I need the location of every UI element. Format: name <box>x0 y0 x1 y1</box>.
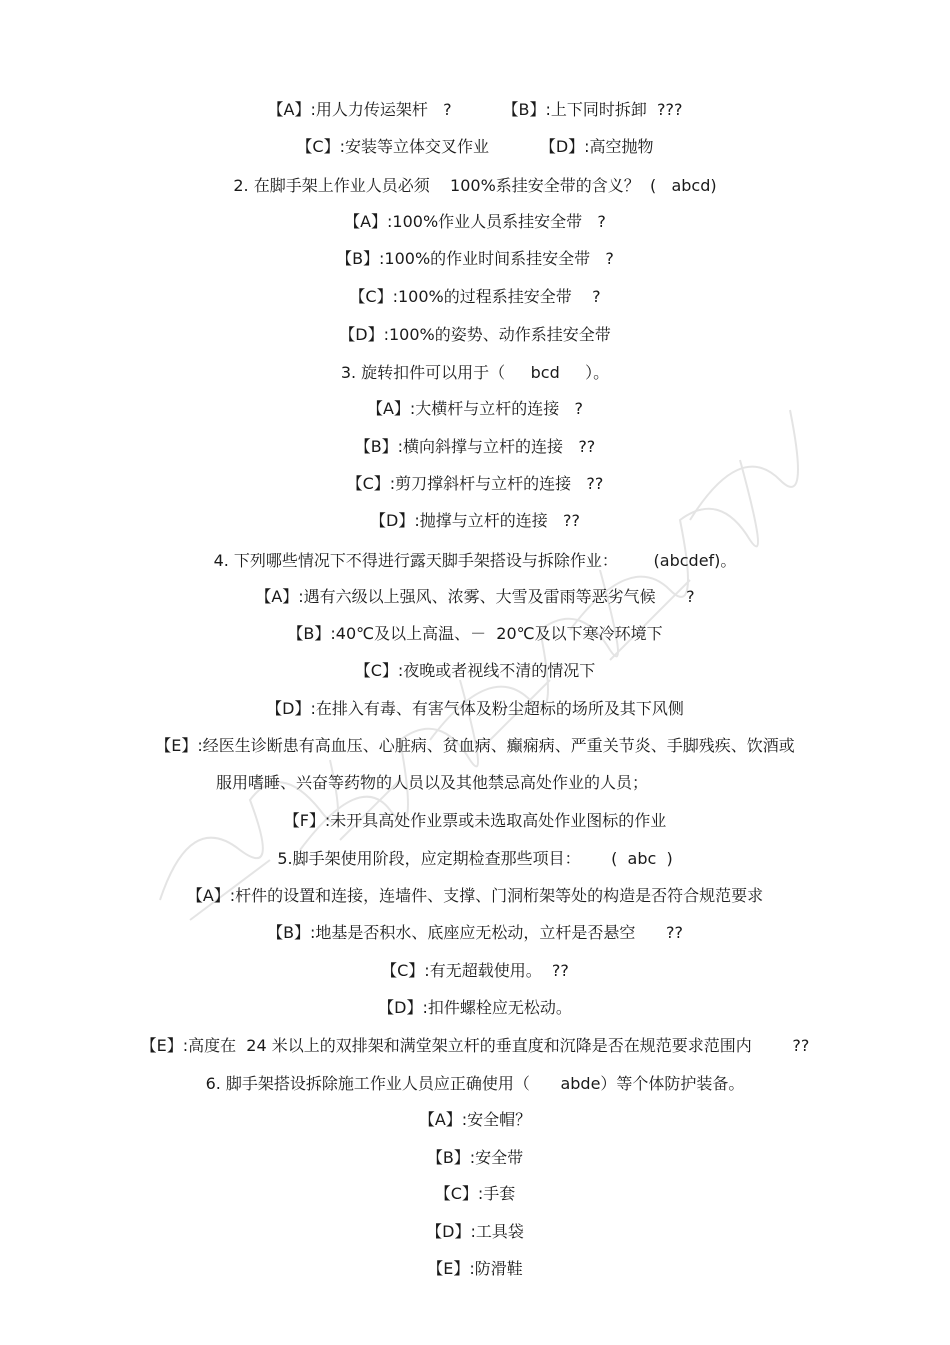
text-line: 【C】:有无超载使用。 ?? <box>381 961 569 980</box>
text-line: 5.脚手架使用阶段，应定期检查那些项目： ( abc ) <box>277 849 673 868</box>
text-line: 【D】:抛撑与立杆的连接 ?? <box>370 511 580 530</box>
text-line: 服用嗜睡、兴奋等药物的人员以及其他禁忌高处作业的人员； <box>216 773 649 792</box>
text-line: 【A】:大横杆与立杆的连接 ? <box>366 399 584 418</box>
text-line: 【C】:100%的过程系挂安全带 ? <box>349 287 601 306</box>
text-line: 【B】:40℃及以上高温、－ 20℃及以下寒冷环境下 <box>287 624 663 643</box>
text-line: 【C】:夜晚或者视线不清的情况下 <box>354 661 596 680</box>
text-line: 2. 在脚手架上作业人员必须 100%系挂安全带的含义？ ( abcd) <box>233 176 717 195</box>
text-line: 【B】:横向斜撑与立杆的连接 ?? <box>354 437 596 456</box>
text-line: 【A】:遇有六级以上强风、浓雾、大雪及雷雨等恶劣气候 ? <box>255 587 695 606</box>
text-line: 【E】:高度在 24 米以上的双排架和满堂架立杆的垂直度和沉降是否在规范要求范围内 ?? <box>140 1036 810 1055</box>
text-line: 【E】:经医生诊断患有高血压、心脏病、贫血病、癫痫病、严重关节炎、手脚残疾、饮酒或 <box>155 736 795 755</box>
text-line: 【B】:地基是否积水、底座应无松动，立杆是否悬空 ?? <box>267 923 683 942</box>
text-line: 4. 下列哪些情况下不得进行露天脚手架搭设与拆除作业： (abcdef)。 <box>213 551 737 570</box>
text-line: 【D】:在排入有毒、有害气体及粉尘超标的场所及其下风侧 <box>266 699 684 718</box>
text-line: 【E】:防滑鞋 <box>427 1259 523 1278</box>
text-line: 【A】:100%作业人员系挂安全带 ? <box>344 212 606 231</box>
text-line: 3. 旋转扣件可以用于（ bcd ）。 <box>340 363 610 382</box>
text-line: 【D】:工具袋 <box>426 1222 524 1241</box>
text-line: 【C】:剪刀撑斜杆与立杆的连接 ?? <box>346 474 604 493</box>
text-line: 【D】:扣件螺栓应无松动。 <box>378 998 572 1017</box>
text-line: 【A】:安全帽？ <box>418 1110 532 1129</box>
text-line: 【A】:杆件的设置和连接，连墙件、支撑、门洞桁架等处的构造是否符合规范要求 <box>186 886 764 905</box>
text-line: 6. 脚手架搭设拆除施工作业人员应正确使用（ abde）等个体防护装备。 <box>205 1074 745 1093</box>
text-line: 【B】:100%的作业时间系挂安全带 ? <box>336 249 614 268</box>
text-line: 【C】:手套 <box>434 1184 516 1203</box>
text-line: 【D】:100%的姿势、动作系挂安全带 <box>339 325 611 344</box>
text-line: 【A】:用人力传运架杆 ? 【B】:上下同时拆卸 ??? <box>267 100 683 119</box>
text-line: 【F】:未开具高处作业票或未选取高处作业图标的作业 <box>283 811 667 830</box>
text-line: 【B】:安全带 <box>426 1148 524 1167</box>
text-line: 【C】:安装等立体交叉作业 【D】:高空抛物 <box>296 137 654 156</box>
